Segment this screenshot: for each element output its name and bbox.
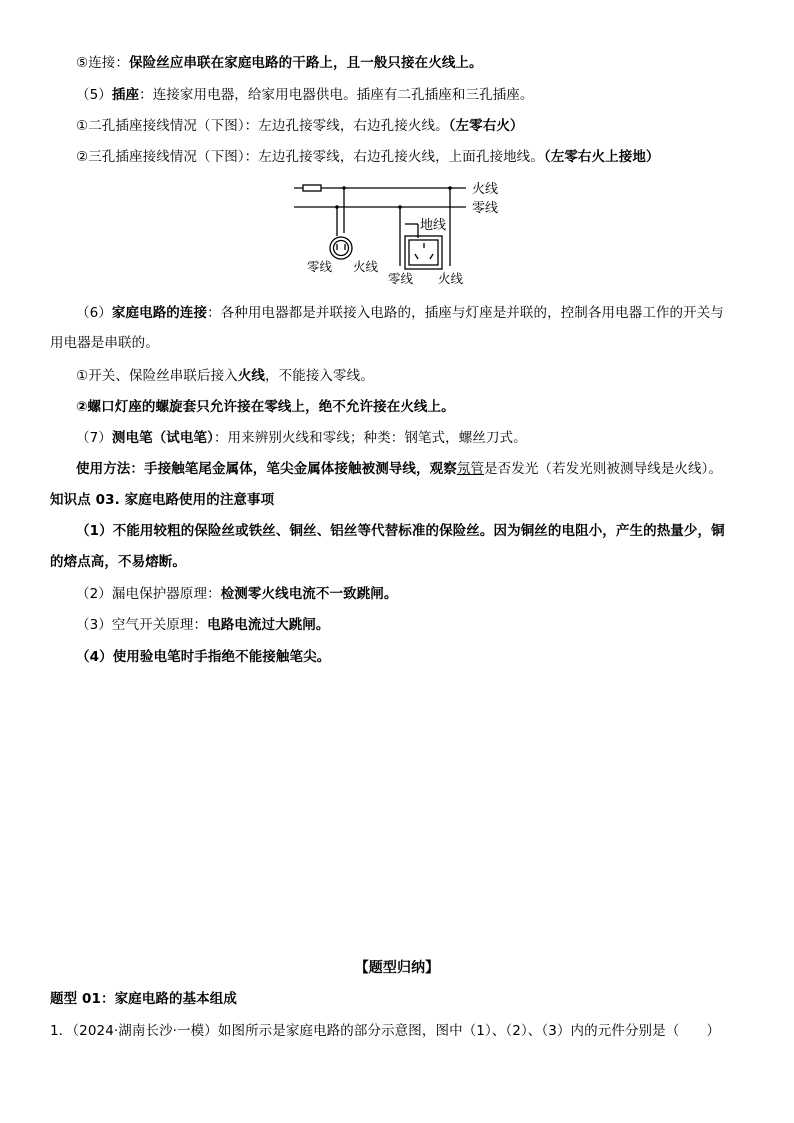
leakage-label: （2）漏电保护器原理：	[76, 586, 221, 602]
fuse-icon	[303, 185, 321, 191]
line-fuse-warning: （1）不能用较粗的保险丝或铁丝、铜丝、铝丝等代替标准的保险丝。因为铜丝的电阻小，产生的热量少，铜	[76, 523, 725, 539]
three-hole-socket-icon	[405, 236, 442, 269]
usage-text: 使用方法：手接触笔尾金属体，笔尖金属体接触被测导线，观察	[76, 461, 457, 477]
test-pen-term: 测电笔（试电笔）	[111, 430, 214, 446]
socket-wiring-diagram	[290, 178, 510, 288]
neutral-wire-label: 零线	[472, 201, 499, 216]
socket-text: ：连接家用电器，给家用电器供电。插座有二孔插座和三孔插座。	[139, 87, 534, 103]
two-hole-term: 二孔插座接线情况	[88, 118, 198, 134]
knowledge-point-heading: 知识点 03. 家庭电路使用的注意事项	[50, 492, 275, 508]
line-household-connection-2: 用电器是串联的。	[50, 335, 159, 351]
usage-rest: 是否发光（若发光则被测导线是火线）。	[484, 461, 723, 477]
line-two-hole	[76, 117, 524, 135]
line-switch-fuse	[76, 367, 374, 385]
three-hole-text: （下图）：左边孔接零线，右边孔接火线，上面孔接地线。	[197, 149, 544, 165]
usage-neon-tube: 氖管	[456, 461, 485, 477]
test-pen-text: ：用来辨别火线和零线；种类：钢笔式，螺丝刀式。	[213, 430, 527, 446]
socket-term: 插座	[111, 87, 140, 103]
three-hole-mnemonic: （左零右火上接地）	[543, 149, 660, 165]
question-1: 1．（2024·湖南长沙·一模）如图所示是家庭电路的部分示意图，图中（1）、（2）、（3）内的元件分别是（ ）	[50, 1023, 721, 1039]
air-switch-text: 电路电流过大跳闸。	[207, 617, 330, 633]
line-leakage-protector	[76, 585, 398, 603]
line-three-hole	[76, 148, 660, 166]
three-hole-number: ②	[76, 149, 89, 165]
connection-text: 保险丝应串联在家庭电路的干路上，且一般只接在火线上。	[129, 55, 483, 71]
leakage-text: 检测零火线电流不一致跳闸。	[220, 586, 398, 602]
line-socket	[76, 86, 534, 104]
line-usage	[76, 460, 722, 478]
two-hole-mnemonic: （左零右火）	[448, 118, 524, 134]
connection-number: （6）	[76, 305, 112, 321]
section-heading: 【题型归纳】	[354, 960, 440, 976]
left-neutral-label: 零线	[307, 259, 333, 274]
switch-fuse-live: 火线	[237, 368, 266, 384]
line-household-connection	[76, 304, 724, 322]
live-wire-label: 火线	[472, 182, 499, 197]
switch-fuse-text: ①开关、保险丝串联后接入	[76, 368, 238, 384]
air-switch-label: （3）空气开关原理：	[76, 617, 208, 633]
right-neutral-label: 零线	[388, 271, 414, 286]
line-test-pen	[76, 429, 527, 447]
switch-fuse-rest: ，不能接入零线。	[265, 368, 374, 384]
line-connection	[76, 54, 483, 72]
three-hole-term: 三孔插座接线情况	[88, 149, 198, 165]
line-screw-socket: ②螺口灯座的螺旋套只允许接在零线上，绝不允许接在火线上。	[76, 399, 455, 415]
question-type-heading: 题型 01：家庭电路的基本组成	[50, 991, 237, 1007]
two-hole-text: （下图）：左边孔接零线，右边孔接火线。	[197, 118, 449, 134]
ground-wire-label: 地线	[420, 218, 447, 233]
socket-number: （5）	[76, 87, 112, 103]
left-live-label: 火线	[353, 259, 379, 274]
line-fuse-warning-2: 的熔点高，不易熔断。	[50, 554, 186, 570]
connection-term: 家庭电路的连接	[111, 305, 208, 321]
right-live-label: 火线	[438, 271, 464, 286]
two-hole-number: ①	[76, 118, 89, 134]
line-air-switch	[76, 616, 330, 634]
connection-label: ⑤连接：	[76, 55, 130, 71]
line-test-pen-warning: （4）使用验电笔时手指绝不能接触笔尖。	[76, 649, 331, 665]
connection-desc: ：各种用电器都是并联接入电路的，插座与灯座是并联的，控制各用电器工作的开关与	[207, 305, 724, 321]
test-pen-number: （7）	[76, 430, 112, 446]
